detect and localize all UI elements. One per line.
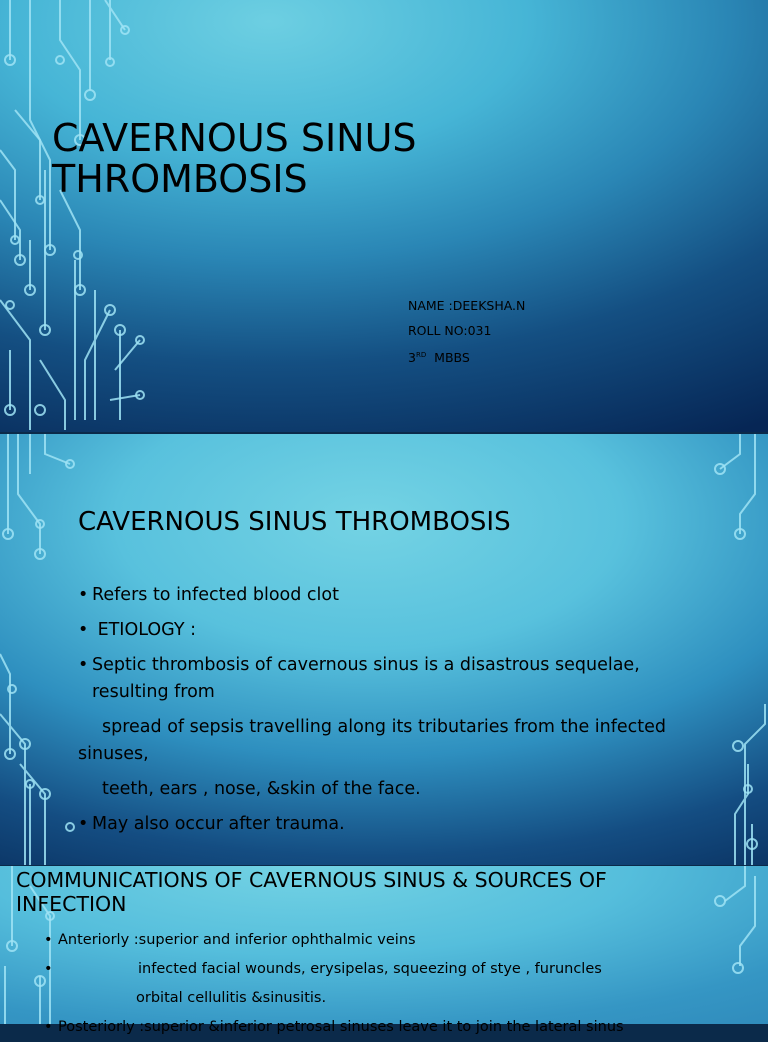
continuation-text bbox=[78, 714, 668, 768]
bullet-marker: • bbox=[44, 1019, 53, 1035]
bullet-text: Refers to infected blood clot bbox=[92, 585, 339, 605]
year-number: 3 bbox=[408, 350, 416, 366]
bullet-item bbox=[78, 582, 668, 609]
slide-body bbox=[44, 926, 744, 1042]
continuation-line: teeth, ears , nose, &skin of the face. bbox=[102, 779, 421, 799]
bullet-item bbox=[78, 811, 668, 838]
bullet-item bbox=[78, 617, 668, 644]
bullet-marker: • bbox=[44, 961, 53, 977]
bullet-text: ETIOLOGY : bbox=[92, 620, 196, 640]
bullet-marker: • bbox=[78, 585, 89, 605]
author-info bbox=[408, 293, 525, 370]
bullet-marker: • bbox=[78, 620, 89, 640]
bullet-marker: • bbox=[78, 814, 89, 834]
title-line-2: THROMBOSIS bbox=[52, 157, 308, 201]
slide-background bbox=[0, 0, 768, 432]
bullet-text: Anteriorly :superior and inferior ophthalmic veins bbox=[58, 932, 416, 948]
bullet-text: May also occur after trauma. bbox=[92, 814, 345, 834]
continuation-line: spread of sepsis travelling along its tributaries from the infected sinuses, bbox=[78, 717, 667, 764]
roll-number: ROLL NO:031 bbox=[408, 323, 492, 338]
continuation-line: orbital cellulitis &sinusitis. bbox=[136, 990, 327, 1006]
continuation-text bbox=[78, 776, 668, 803]
communications-slide bbox=[0, 866, 768, 1035]
year-suffix: RD bbox=[415, 351, 427, 359]
slide-title bbox=[52, 118, 652, 200]
title-slide bbox=[0, 0, 768, 432]
bullet-item bbox=[78, 652, 668, 706]
bullet-text: Posteriorly :superior &inferior petrosal sinuses leave it to join the lateral sinus bbox=[58, 1019, 624, 1035]
slide-body bbox=[78, 582, 668, 846]
etiology-slide bbox=[0, 434, 768, 865]
year-course: MBBS bbox=[426, 350, 470, 366]
bullet-text: Septic thrombosis of cavernous sinus is a disastrous sequelae, resulting from bbox=[92, 655, 640, 702]
title-line-1: CAVERNOUS SINUS bbox=[52, 116, 417, 160]
bullet-item bbox=[44, 955, 744, 984]
author-name: NAME :DEEKSHA.N bbox=[408, 298, 526, 313]
year-of-study bbox=[408, 343, 525, 370]
bullet-marker: • bbox=[44, 932, 53, 948]
slide-title: COMMUNICATIONS OF CAVERNOUS SINUS & SOURCES OF INFECTION bbox=[16, 868, 607, 916]
slide-title: CAVERNOUS SINUS THROMBOSIS bbox=[78, 507, 511, 537]
bullet-text: infected facial wounds, erysipelas, squeezing of stye , furuncles bbox=[138, 961, 602, 977]
bullet-item bbox=[44, 926, 744, 955]
continuation-text bbox=[44, 984, 744, 1013]
bullet-item bbox=[44, 1013, 744, 1042]
bullet-marker: • bbox=[78, 655, 89, 675]
